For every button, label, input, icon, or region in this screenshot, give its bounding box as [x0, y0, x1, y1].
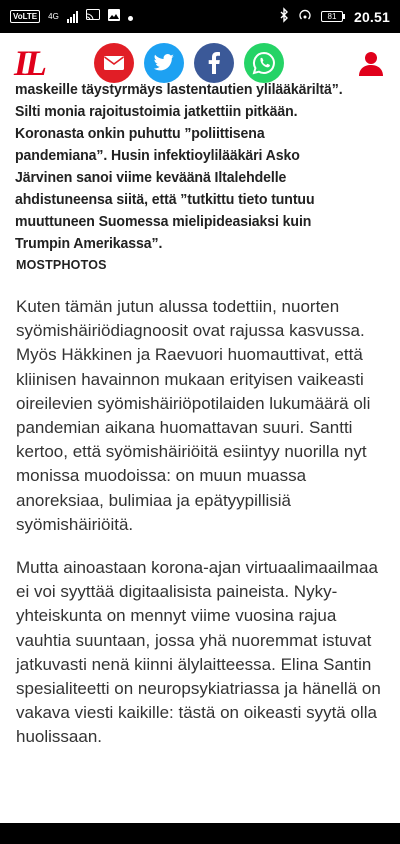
share-buttons [94, 43, 284, 83]
image-caption: maskeille täystyrmäys lastentautien ylilääkäriltä”. Silti monia rajoitustoimia jatkettiin pitkään. Koronasta onkin puhuttu ”poliittisena pandemiana”. Husin infektioylilääkäri Asko Järvinen sanoi viime keväänä Iltalehdelle ahdistuneensa siitä, että ”tutkittu tieto tuntuu muuttuneen Suomessa mielipideasiaksi kuin Trumpin Amerikassa”. [15, 81, 343, 252]
clock: 20.51 [353, 8, 390, 25]
share-facebook-button[interactable] [194, 43, 234, 83]
status-bar [0, 0, 400, 33]
user-icon [358, 50, 384, 76]
article-paragraph: Kuten tämän jutun alussa todettiin, nuorten syömishäiriödiagnoosit ovat rajussa kasvussa. Myös Häkkinen ja Raevuori huomauttivat, että kliinisen havainnon mukaan erityisen vaikeasti oireilevien syömishäiriöpotilaiden lukumäärä oli pandemian aikana huomattavan suuri. Santti kertoo, että syömishäiriöitä esiintyy nuorilla nyt monissa muodoissa: on muun muassa anoreksiaa, bulimiaa ja epätyypillisiä syömishäiriöitä. [16, 297, 371, 534]
iltalehti-logo[interactable]: IL [14, 43, 44, 83]
photo-credit: MOSTPHOTOS [16, 258, 107, 272]
system-navigation-bar [0, 823, 400, 844]
network-type: 4G [48, 12, 59, 21]
twitter-icon [153, 54, 175, 72]
battery-icon [321, 11, 345, 22]
share-whatsapp-button[interactable] [244, 43, 284, 83]
gallery-icon [108, 9, 120, 24]
cast-icon [86, 9, 100, 24]
share-twitter-button[interactable] [144, 43, 184, 83]
user-account-button[interactable] [356, 48, 386, 78]
article-paragraph: Mutta ainoastaan korona-ajan virtuaalimaailmaa ei voi syyttää digitaalisista paineista. Nyky-yhteiskunta on mennyt viime vuosina rajua vauhtia suuntaan, jossa yhä nuoremmat istuvat jatkuvasti nenä kiinni älylaitteessa. Elina Santin spesialiteetti on neuropsykiatriassa ja hänellä on vakava viesti kaikille: tästä on oikeasti syytä olla huolissaan. [16, 558, 381, 747]
facebook-icon [208, 52, 220, 74]
notification-dot-icon [128, 9, 133, 24]
status-right [280, 8, 390, 25]
signal-icon [67, 11, 78, 23]
bluetooth-icon [280, 8, 289, 25]
mail-icon [103, 55, 125, 71]
hotspot-icon [298, 9, 312, 24]
volte-badge: VoLTE [10, 10, 40, 23]
battery-level: 81 [321, 11, 343, 22]
status-left [10, 9, 133, 24]
whatsapp-icon [252, 51, 276, 75]
share-email-button[interactable] [94, 43, 134, 83]
article-content[interactable] [0, 81, 400, 823]
